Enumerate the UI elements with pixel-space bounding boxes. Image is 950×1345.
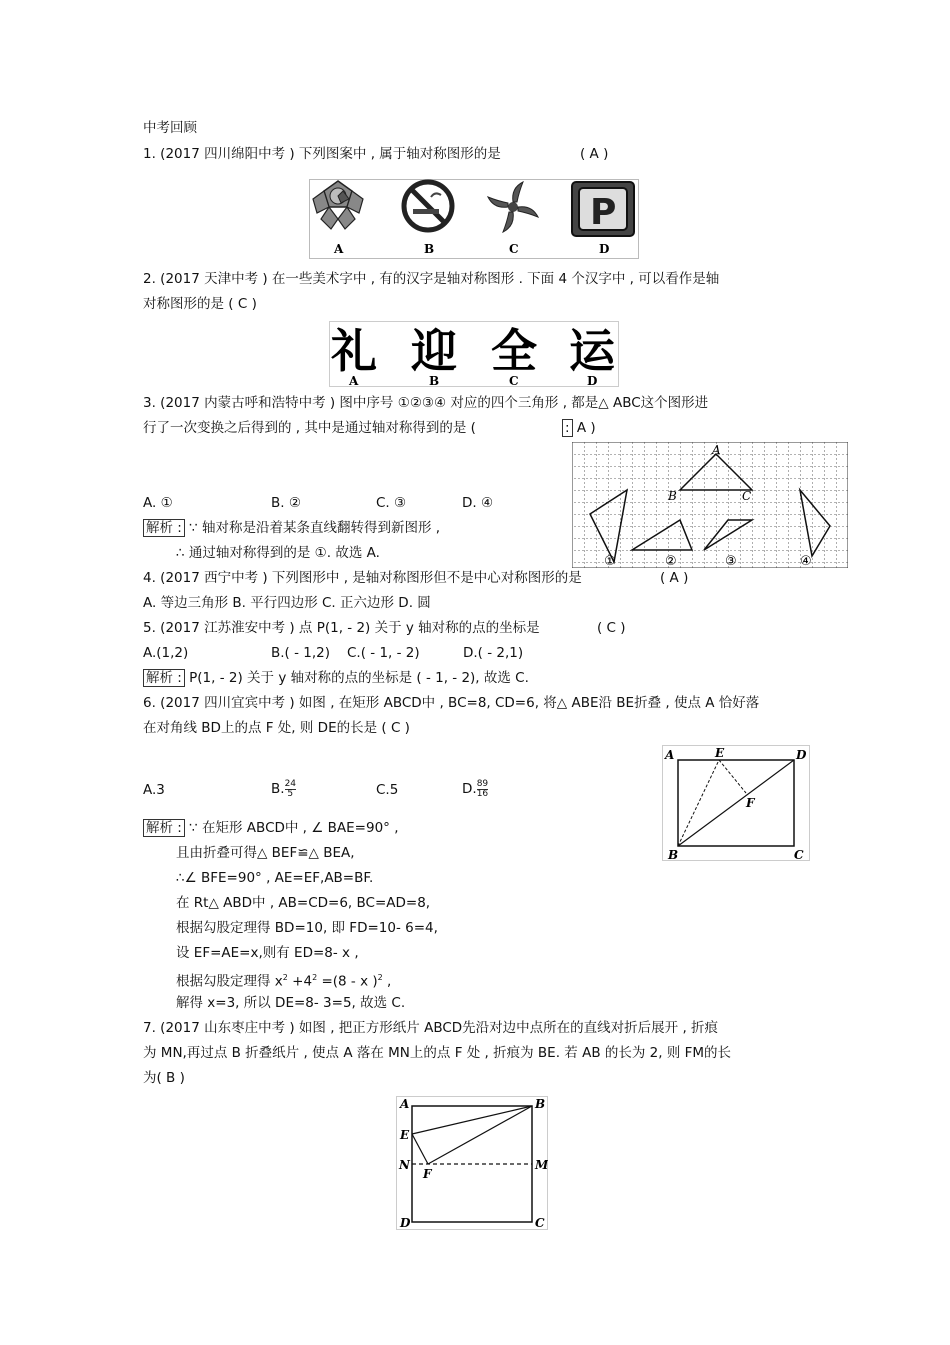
q2-line1: 2. (2017 天津中考 ) 在一些美术字中 , 有的汉字是轴对称图形 . 下面 4 个汉字中 , 可以看作是轴 xyxy=(143,271,720,287)
q3-grid-figure xyxy=(572,442,848,568)
q7-figure xyxy=(396,1096,548,1230)
q3-option-c: C. ③ xyxy=(376,495,407,511)
q2-label-c: C xyxy=(509,374,519,387)
q6-analysis-line1: ∵ 在矩形 ABCD中 , ∠ BAE=90° , xyxy=(189,820,399,836)
q7-label-n: N xyxy=(399,1158,410,1172)
analysis-tag: 解析 : xyxy=(143,669,185,687)
q3-label-b: B xyxy=(668,489,677,503)
q1-stem: 1. (2017 四川绵阳中考 ) 下列图案中 , 属于轴对称图形的是 xyxy=(143,146,501,162)
q3-line2: 行了一次变换之后得到的 , 其中是通过轴对称得到的是 ( xyxy=(143,420,476,436)
q7-line2: 为 MN,再过点 B 折叠纸片 , 使点 A 落在 MN上的点 F 处 , 折痕为 BE. 若 AB 的长为 2, 则 FM的长 xyxy=(143,1045,732,1061)
q3-label-1: ① xyxy=(604,554,616,568)
q7-label-m: M xyxy=(535,1158,548,1172)
q3-label-3: ③ xyxy=(725,554,737,568)
q3-option-a: A. ① xyxy=(143,495,173,511)
q6-option-c: C.5 xyxy=(376,782,399,798)
q5-answer: ( C ) xyxy=(597,620,626,636)
q6-option-a: A.3 xyxy=(143,782,165,798)
q6-analysis xyxy=(143,819,399,837)
q3-analysis-line2: ∴ 通过轴对称得到的是 ①. 故选 A. xyxy=(176,545,380,561)
q6-label-c: C xyxy=(794,848,804,861)
q3-line1: 3. (2017 内蒙古呼和浩特中考 ) 图中序号 ①②③④ 对应的四个三角形 , 都是△ ABC这个图形进 xyxy=(143,395,709,411)
q2-label-b: B xyxy=(429,374,440,387)
fraction-24-5: $\frac{24}{5}$ xyxy=(284,778,297,799)
q6-analysis-line2: 且由折叠可得△ BEF≌△ BEA, xyxy=(176,845,355,861)
q1-figure xyxy=(309,179,639,259)
q2-char-a: 礼 xyxy=(331,324,377,378)
q3-answer xyxy=(562,419,596,437)
q7-label-c: C xyxy=(535,1216,545,1230)
analysis-tag: 解析 : xyxy=(143,519,185,537)
q2-figure xyxy=(329,321,619,387)
q6-label-e: E xyxy=(715,746,725,760)
q7-label-f: F xyxy=(423,1167,432,1181)
q3-option-b: B. ② xyxy=(271,495,301,511)
q3-label-4: ④ xyxy=(800,554,812,568)
q7-label-b: B xyxy=(535,1097,546,1111)
q2-label-a: A xyxy=(349,374,359,387)
q6-label-a: A xyxy=(665,748,675,762)
q5-analysis-line1: P(1, - 2) 关于 y 轴对称的点的坐标是 ( - 1, - 2), 故选 C. xyxy=(189,670,529,686)
parking-sign-icon xyxy=(572,182,634,236)
q6-label-d: D xyxy=(796,748,807,762)
q2-label-d: D xyxy=(587,374,598,387)
q6-analysis-line7: 根据勾股定理得 $x^2 +4^2 =(8 - x$ )$^2$ , xyxy=(176,973,392,990)
q3-analysis-line1: ∵ 轴对称是沿着某条直线翻转得到新图形 , xyxy=(189,520,441,536)
q5-option-c: C.( - 1, - 2) xyxy=(347,645,420,661)
q6-figure xyxy=(662,745,810,861)
fraction-89-16: $\frac{89}{16}$ xyxy=(476,778,489,799)
q4-stem: 4. (2017 西宁中考 ) 下列图形中 , 是轴对称图形但不是中心对称图形的是 xyxy=(143,570,582,586)
q5-option-b: B.( - 1,2) xyxy=(271,645,331,661)
q6-line1: 6. (2017 四川宜宾中考 ) 如图 , 在矩形 ABCD中 , BC=8, CD=6, 将△ ABE沿 BE折叠 , 使点 A 恰好落 xyxy=(143,695,760,711)
q2-char-d: 运 xyxy=(569,324,615,378)
section-header: 中考回顾 xyxy=(143,120,197,136)
q6-analysis-line3: ∴∠ BFE=90° , AE=EF,AB=BF. xyxy=(176,870,374,886)
q7-label-d: D xyxy=(400,1216,411,1230)
q3-answer-text: A ) xyxy=(576,420,596,436)
q6-analysis-line6: 设 EF=AE=x,则有 ED=8- x , xyxy=(176,945,359,961)
q3-analysis xyxy=(143,519,440,537)
q7-line3: 为( B ) xyxy=(143,1070,185,1086)
q1-answer: ( A ) xyxy=(580,146,609,162)
q3-label-c: C xyxy=(742,489,752,503)
q6-label-b: B xyxy=(668,848,679,861)
q4-options: A. 等边三角形 B. 平行四边形 C. 正六边形 D. 圆 xyxy=(143,595,431,611)
q6-option-b: B. $\frac{24}{5}$ xyxy=(271,778,297,799)
cursor-mark: : xyxy=(562,419,573,437)
analysis-tag: 解析 : xyxy=(143,819,185,837)
q7-label-e: E xyxy=(400,1128,410,1142)
q6-option-d: D. $\frac{89}{16}$ xyxy=(462,778,489,799)
q2-char-b: 迎 xyxy=(411,324,457,378)
q1-label-c: C xyxy=(509,242,519,256)
q6-analysis-line5: 根据勾股定理得 BD=10, 即 FD=10- 6=4, xyxy=(176,920,438,936)
q1-label-d: D xyxy=(599,242,610,256)
q1-label-a: A xyxy=(334,242,344,256)
q6-line2: 在对角线 BD上的点 F 处, 则 DE的长是 ( C ) xyxy=(143,720,410,736)
svg-text:P: P xyxy=(590,192,617,233)
q3-label-a: A xyxy=(712,443,721,457)
q5-analysis xyxy=(143,669,529,687)
q6-analysis-line4: 在 Rt△ ABD中 , AB=CD=6, BC=AD=8, xyxy=(176,895,431,911)
q4-answer: ( A ) xyxy=(660,570,689,586)
q5-stem: 5. (2017 江苏淮安中考 ) 点 P(1, - 2) 关于 y 轴对称的点的坐标是 xyxy=(143,620,540,636)
q3-option-d: D. ④ xyxy=(462,495,494,511)
q5-option-d: D.( - 2,1) xyxy=(463,645,524,661)
q6-analysis-line8: 解得 x=3, 所以 DE=8- 3=5, 故选 C. xyxy=(176,995,406,1011)
q3-label-2: ② xyxy=(665,554,677,568)
q5-option-a: A.(1,2) xyxy=(143,645,189,661)
q1-label-b: B xyxy=(424,242,435,256)
q7-label-a: A xyxy=(400,1097,410,1111)
q6-label-f: F xyxy=(746,796,755,810)
q7-line1: 7. (2017 山东枣庄中考 ) 如图 , 把正方形纸片 ABCD先沿对边中点所在的直线对折后展开 , 折痕 xyxy=(143,1020,719,1036)
q2-line2: 对称图形的是 ( C ) xyxy=(143,296,257,312)
q2-char-c: 全 xyxy=(491,324,537,378)
